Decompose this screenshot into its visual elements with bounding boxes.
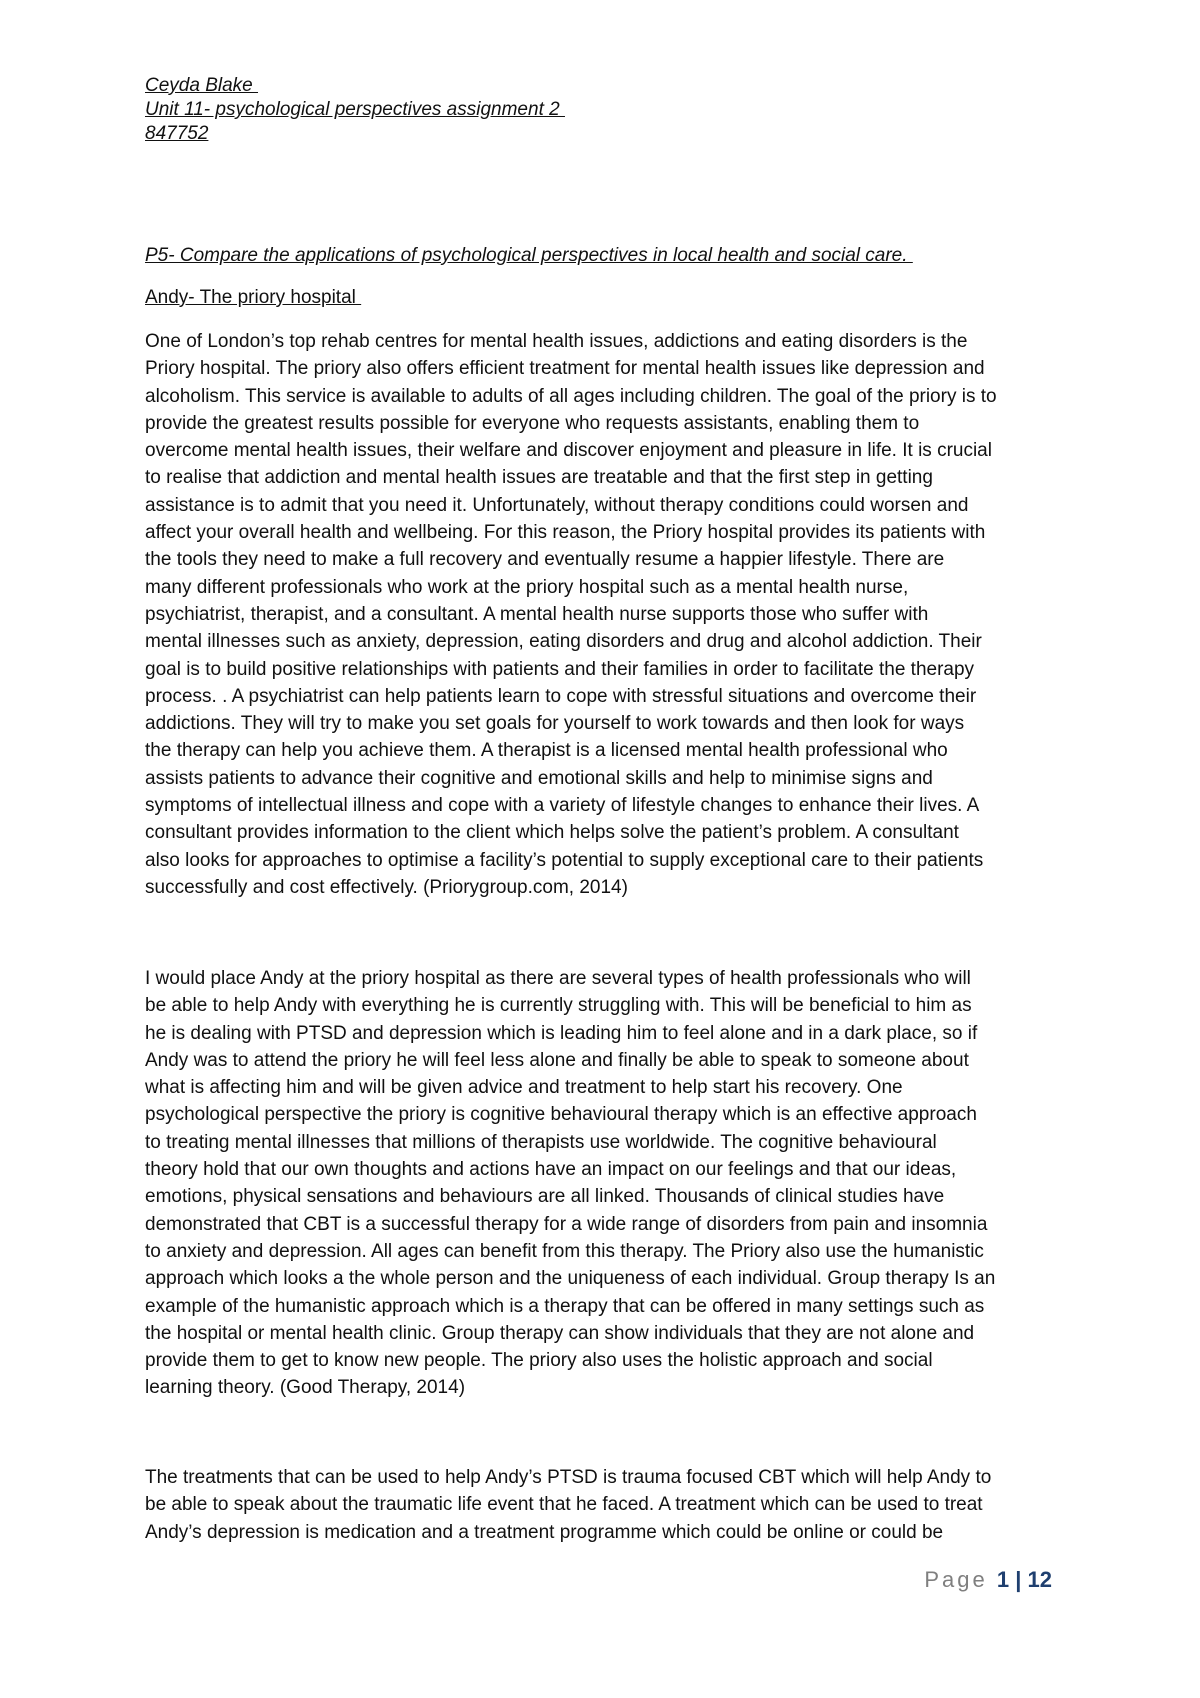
paragraph-line: the tools they need to make a full recovery and eventually resume a happier lifestyle. There are (145, 549, 945, 571)
paragraph-line: to treating mental illnesses that millions of therapists use worldwide. The cognitive behavioural (145, 1131, 937, 1153)
total-pages: 12 (1027, 1567, 1052, 1592)
paragraph-andy-placement (145, 965, 1065, 1402)
paragraph-line: Andy’s depression is medication and a treatment programme which could be online or could be (145, 1521, 944, 1543)
document-header (145, 74, 1045, 146)
paragraph-line: I would place Andy at the priory hospital as there are several types of health professionals who will (145, 968, 971, 989)
paragraph-line: alcoholism. This service is available to adults of all ages including children. The goal of the priory is to (145, 385, 997, 407)
paragraph-line: many different professionals who work at the priory hospital such as a mental health nurse, (145, 576, 909, 598)
paragraph-line: he is dealing with PTSD and depression which is leading him to feel alone and in a dark place, so if (145, 1022, 978, 1044)
paragraph-line: theory hold that our own thoughts and actions have an impact on our feelings and that our ideas, (145, 1159, 957, 1181)
paragraph-line: the hospital or mental health clinic. Group therapy can show individuals that they are not alone and (145, 1322, 975, 1344)
paragraph-line: what is affecting him and will be given advice and treatment to help start his recovery. One (145, 1077, 903, 1099)
paragraph-line: psychiatrist, therapist, and a consultant. A mental health nurse supports those who suffer with (145, 603, 929, 625)
paragraph-line: symptoms of intellectual illness and cope with a variety of lifestyle changes to enhance their lives. A (145, 795, 980, 817)
paragraph-line: Andy was to attend the priory he will feel less alone and finally be able to speak to someone about (145, 1049, 969, 1071)
page-number: 1 (996, 1567, 1010, 1592)
paragraph-line: successfully and cost effectively. (Priorygroup.com, 2014) (145, 876, 628, 898)
paragraph-line: mental illnesses such as anxiety, depression, eating disorders and drug and alcohol addiction. Their (145, 631, 982, 653)
paragraph-line: addictions. They will try to make you set goals for yourself to work towards and then look for ways (145, 713, 965, 735)
paragraph-line: example of the humanistic approach which is a therapy that can be offered in many settings such as (145, 1295, 985, 1317)
paragraph-line: The treatments that can be used to help Andy’s PTSD is trauma focused CBT which will help Andy to (145, 1467, 992, 1488)
paragraph-line: assistance is to admit that you need it. Unfortunately, without therapy conditions could worsen and (145, 494, 969, 516)
author-name: Ceyda Blake (145, 75, 259, 96)
paragraph-line: emotions, physical sensations and behaviours are all linked. Thousands of clinical studies have (145, 1186, 945, 1208)
paragraph-line: consultant provides information to the client which helps solve the patient’s problem. A consultant (145, 822, 959, 844)
paragraph-line: to anxiety and depression. All ages can benefit from this therapy. The Priory also use the humanistic (145, 1240, 984, 1262)
paragraph-line: One of London’s top rehab centres for mental health issues, addictions and eating disorders is the (145, 331, 968, 352)
paragraph-line: demonstrated that CBT is a successful therapy for a wide range of disorders from pain and insomnia (145, 1213, 988, 1235)
paragraph-line: overcome mental health issues, their welfare and discover enjoyment and pleasure in life. It is crucial (145, 440, 992, 462)
paragraph-line: provide them to get to know new people. The priory also uses the holistic approach and social (145, 1350, 933, 1372)
paragraph-line: learning theory. (Good Therapy, 2014) (145, 1377, 466, 1399)
unit-title: Unit 11- psychological perspectives assignment 2 (145, 99, 565, 120)
paragraph-line: process. . A psychiatrist can help patients learn to cope with stressful situations and overcome their (145, 685, 977, 707)
section-subheading: Andy- The priory hospital (145, 287, 362, 308)
paragraph-line: be able to help Andy with everything he is currently struggling with. This will be beneficial to him as (145, 995, 972, 1017)
paragraph-line: Priory hospital. The priory also offers efficient treatment for mental health issues like depression and (145, 358, 985, 380)
paragraph-line: be able to speak about the traumatic life event that he faced. A treatment which can be used to treat (145, 1494, 983, 1516)
paragraph-treatments (145, 1464, 1065, 1546)
paragraph-line: approach which looks a the whole person and the uniqueness of each individual. Group therapy Is an (145, 1268, 996, 1290)
paragraph-line: affect your overall health and wellbeing. For this reason, the Priory hospital provides its patients with (145, 522, 986, 544)
paragraph-line: to realise that addiction and mental health issues are treatable and that the first step in getting (145, 467, 933, 489)
paragraph-line: psychological perspective the priory is cognitive behavioural therapy which is an effective approach (145, 1104, 977, 1126)
paragraph-line: goal is to build positive relationships with patients and their families in order to facilitate the therapy (145, 658, 975, 680)
paragraph-priory-hospital (145, 328, 1065, 901)
paragraph-line: provide the greatest results possible for everyone who requests assistants, enabling them to (145, 412, 920, 434)
page-separator: | (1009, 1567, 1028, 1592)
student-id: 847752 (145, 123, 209, 144)
page-label: Page (924, 1567, 997, 1592)
paragraph-line: also looks for approaches to optimise a facility’s potential to supply exceptional care to their patients (145, 849, 984, 871)
paragraph-line: assists patients to advance their cognitive and emotional skills and help to minimise signs and (145, 767, 933, 789)
paragraph-line: the therapy can help you achieve them. A therapist is a licensed mental health professional who (145, 740, 948, 762)
section-heading: P5- Compare the applications of psychological perspectives in local health and social care. (145, 245, 913, 266)
page-footer (924, 1567, 1052, 1593)
